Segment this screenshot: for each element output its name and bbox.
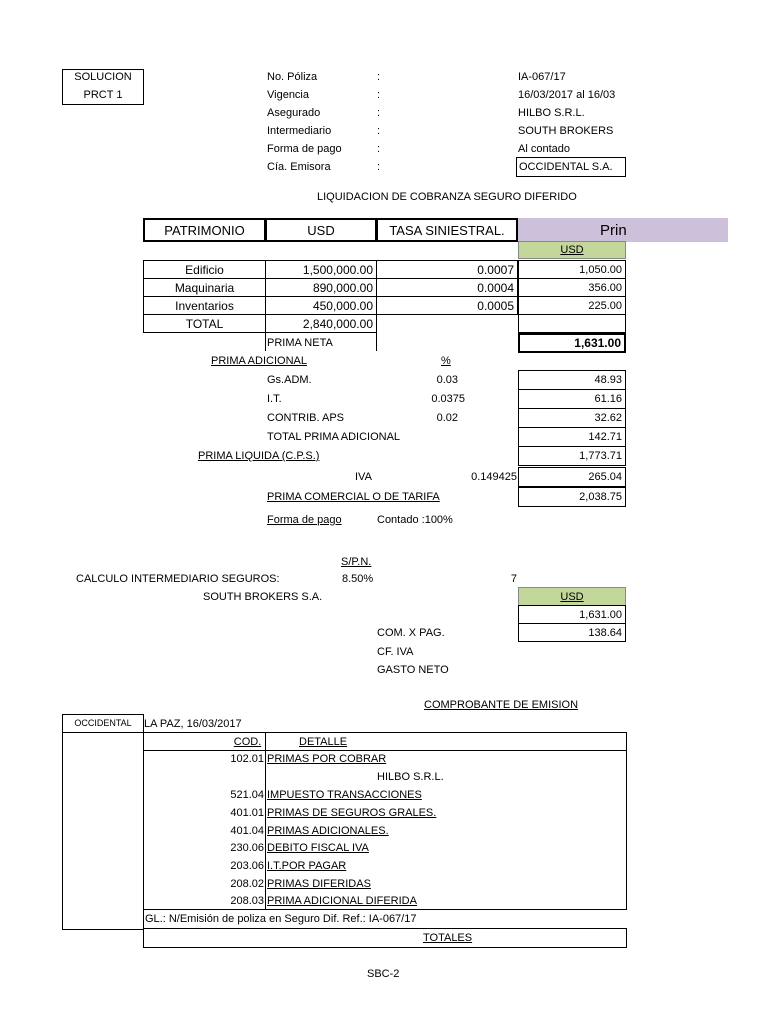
row-name: Maquinaria: [174, 280, 235, 295]
row-detalle: IMPUESTO TRANSACCIONES: [267, 789, 422, 801]
prima-usd-header: [518, 241, 626, 259]
col-patrimonio: [143, 218, 266, 242]
row-cod: 203.06: [230, 860, 264, 872]
col-detalle: DETALLE: [299, 736, 348, 748]
total-label: TOTAL: [185, 316, 224, 331]
calc-num: 7: [510, 573, 517, 585]
place-date: LA PAZ, 16/03/2017: [144, 718, 242, 730]
col-tasa: [376, 218, 518, 242]
field-sep: :: [377, 89, 381, 101]
row-prima: 356.00: [588, 281, 622, 294]
base-value-cell: [518, 605, 626, 624]
aps-value: 32.62: [594, 412, 622, 424]
pct-header: %: [441, 355, 451, 367]
totales-box: [143, 928, 627, 948]
row-detalle: PRIMAS DIFERIDAS: [267, 878, 371, 890]
aps-pct: 0.02: [436, 412, 458, 424]
row-usd: 450,000.00: [312, 298, 373, 313]
field-value: HILBO S.R.L.: [518, 107, 585, 119]
row-detalle: HILBO S.R.L.: [377, 771, 444, 783]
aps-value-cell: [518, 408, 626, 428]
field-sep: :: [377, 161, 381, 173]
field-sep: :: [377, 71, 381, 83]
table-row-name: [143, 278, 266, 297]
company-name: OCCIDENTAL: [74, 718, 132, 728]
it-label: I.T.: [267, 393, 282, 405]
gsadm-pct: 0.03: [436, 374, 458, 386]
comprobante-title: COMPROBANTE DE EMISION: [424, 699, 579, 711]
table-row-prima: [518, 278, 626, 297]
spn-header: S/P.N.: [341, 556, 372, 568]
it-value-cell: [518, 389, 626, 409]
company-divider: [62, 732, 144, 733]
field-label: Forma de pago: [267, 143, 342, 155]
iva-value-cell: [518, 467, 626, 487]
field-label: Intermediario: [267, 125, 332, 137]
row-cod: 208.02: [230, 878, 264, 890]
table-row-usd: [265, 296, 377, 315]
totales-left-divider: [143, 910, 144, 928]
prima-liquida-label: PRIMA LIQUIDA (C.P.S.): [198, 450, 320, 462]
row-prima: 1,050.00: [579, 263, 622, 276]
intermediario-usd-header: [518, 587, 626, 606]
row-cod: 521.04: [230, 789, 264, 801]
it-value: 61.16: [594, 393, 622, 405]
field-label: No. Póliza: [267, 71, 318, 83]
gasto-neto-label: GASTO NETO: [377, 664, 449, 676]
total-adicional-label: TOTAL PRIMA ADICIONAL: [267, 431, 401, 443]
prima-comercial-value: 2,038.75: [579, 491, 622, 503]
calc-intermediario-label: CALCULO INTERMEDIARIO SEGUROS:: [76, 573, 280, 585]
calc-pct: 8.50%: [342, 573, 374, 585]
solucion-label: SOLUCION: [74, 71, 132, 83]
row-detalle: PRIMA ADICIONAL DIFERIDA: [267, 895, 417, 907]
com-pag-value: 138.64: [588, 626, 622, 639]
row-detalle: PRIMAS ADICIONALES.: [267, 825, 389, 837]
table-row-prima: [518, 260, 626, 279]
table-row-usd: [265, 278, 377, 297]
table-row-tasa: [376, 296, 518, 315]
it-pct: 0.0375: [431, 393, 465, 405]
field-value: Al contado: [518, 143, 570, 155]
page-number: SBC-2: [367, 968, 400, 980]
row-cod: 102.01: [230, 753, 264, 765]
prima-liquida-value: 1,773.71: [579, 450, 622, 462]
field-label: Vigencia: [267, 89, 309, 101]
prima-comercial-value-cell: [518, 487, 626, 507]
prima-neta-value-cell: [518, 333, 626, 353]
col-prima-label: Prin: [600, 221, 627, 239]
com-pag-value-cell: [518, 623, 626, 642]
total-prima-cell: [518, 314, 626, 333]
row-name: Edificio: [185, 262, 224, 277]
company-box: [62, 714, 144, 930]
totales-label: TOTALES: [423, 932, 473, 944]
row-cod: 230.06: [230, 842, 264, 854]
intermediario-usd-label: USD: [560, 590, 584, 603]
col-prima-header: [518, 218, 728, 242]
col-cod: COD.: [233, 736, 262, 748]
prima-adicional-title: PRIMA ADICIONAL: [211, 355, 307, 367]
divider: [376, 333, 377, 351]
col-usd-label: USD: [307, 222, 335, 238]
row-cod: 401.04: [230, 825, 264, 837]
table-row-name: [143, 296, 266, 315]
row-cod: 208.03: [230, 895, 264, 907]
row-detalle: DEBITO FISCAL IVA: [267, 842, 369, 854]
total-adicional-value: 142.71: [588, 431, 622, 443]
table-row-prima: [518, 296, 626, 315]
field-sep: :: [377, 143, 381, 155]
field-value: SOUTH BROKERS: [518, 125, 614, 137]
table-row-tasa: [376, 260, 518, 279]
row-detalle: PRIMAS POR COBRAR: [267, 753, 387, 765]
divider: [265, 333, 266, 351]
field-sep: :: [377, 107, 381, 119]
row-tasa: 0.0004: [477, 280, 514, 295]
field-value: OCCIDENTAL S.A.: [519, 161, 613, 173]
gsadm-value-cell: [518, 370, 626, 390]
iva-pct: 0.149425: [471, 471, 517, 483]
row-usd: 1,500,000.00: [302, 262, 373, 277]
header-divider: [143, 750, 627, 751]
row-tasa: 0.0005: [477, 298, 514, 313]
aps-label: CONTRIB. APS: [267, 412, 345, 424]
total-usd-cell: [265, 314, 377, 333]
row-tasa: 0.0007: [477, 262, 514, 277]
col-usd: [265, 218, 377, 242]
com-pag-label: COM. X PAG.: [377, 627, 445, 639]
row-usd: 890,000.00: [312, 280, 373, 295]
col-patrimonio-label: PATRIMONIO: [164, 222, 245, 238]
iva-value: 265.04: [588, 471, 622, 483]
prima-neta-label: PRIMA NETA: [267, 337, 333, 349]
gsadm-label: Gs.ADM.: [267, 374, 312, 386]
table-row-usd: [265, 260, 377, 279]
field-value: IA-067/17: [518, 71, 566, 83]
row-name: Inventarios: [175, 298, 234, 313]
row-prima: 225.00: [588, 299, 622, 312]
field-sep: :: [377, 125, 381, 137]
cod-divider: [265, 732, 266, 910]
prima-neta-value: 1,631.00: [574, 336, 621, 350]
total-label-cell: [143, 314, 266, 333]
prima-liquida-value-cell: [518, 446, 626, 466]
forma-pago-value: Contado :100%: [377, 514, 453, 526]
document-title: LIQUIDACION DE COBRANZA SEGURO DIFERIDO: [317, 191, 577, 203]
row-detalle: I.T.POR PAGAR: [267, 860, 347, 872]
practica-label: PRCT 1: [83, 89, 123, 101]
base-value: 1,631.00: [579, 608, 622, 621]
forma-pago-label: Forma de pago: [267, 514, 342, 526]
prima-usd-label: USD: [560, 244, 584, 256]
broker-name: SOUTH BROKERS S.A.: [203, 591, 323, 603]
glosa: GL.: N/Emisión de poliza en Seguro Dif. Ref.: IA-067/17: [145, 913, 417, 925]
total-usd: 2,840,000.00: [302, 316, 373, 331]
field-label: Cía. Emisora: [267, 161, 331, 173]
field-value: 16/03/2017 al 16/03: [518, 89, 616, 101]
total-adicional-value-cell: [518, 427, 626, 447]
field-label: Asegurado: [267, 107, 321, 119]
table-row-tasa: [376, 278, 518, 297]
col-tasa-label: TASA SINIESTRAL.: [389, 222, 505, 238]
row-cod: 401.01: [230, 807, 264, 819]
table-row-name: [143, 260, 266, 279]
iva-label: IVA: [355, 471, 372, 483]
gsadm-value: 48.93: [594, 374, 622, 386]
prima-comercial-label: PRIMA COMERCIAL O DE TARIFA: [267, 491, 440, 503]
cf-iva-label: CF. IVA: [377, 646, 414, 658]
row-detalle: PRIMAS DE SEGUROS GRALES.: [267, 807, 437, 819]
